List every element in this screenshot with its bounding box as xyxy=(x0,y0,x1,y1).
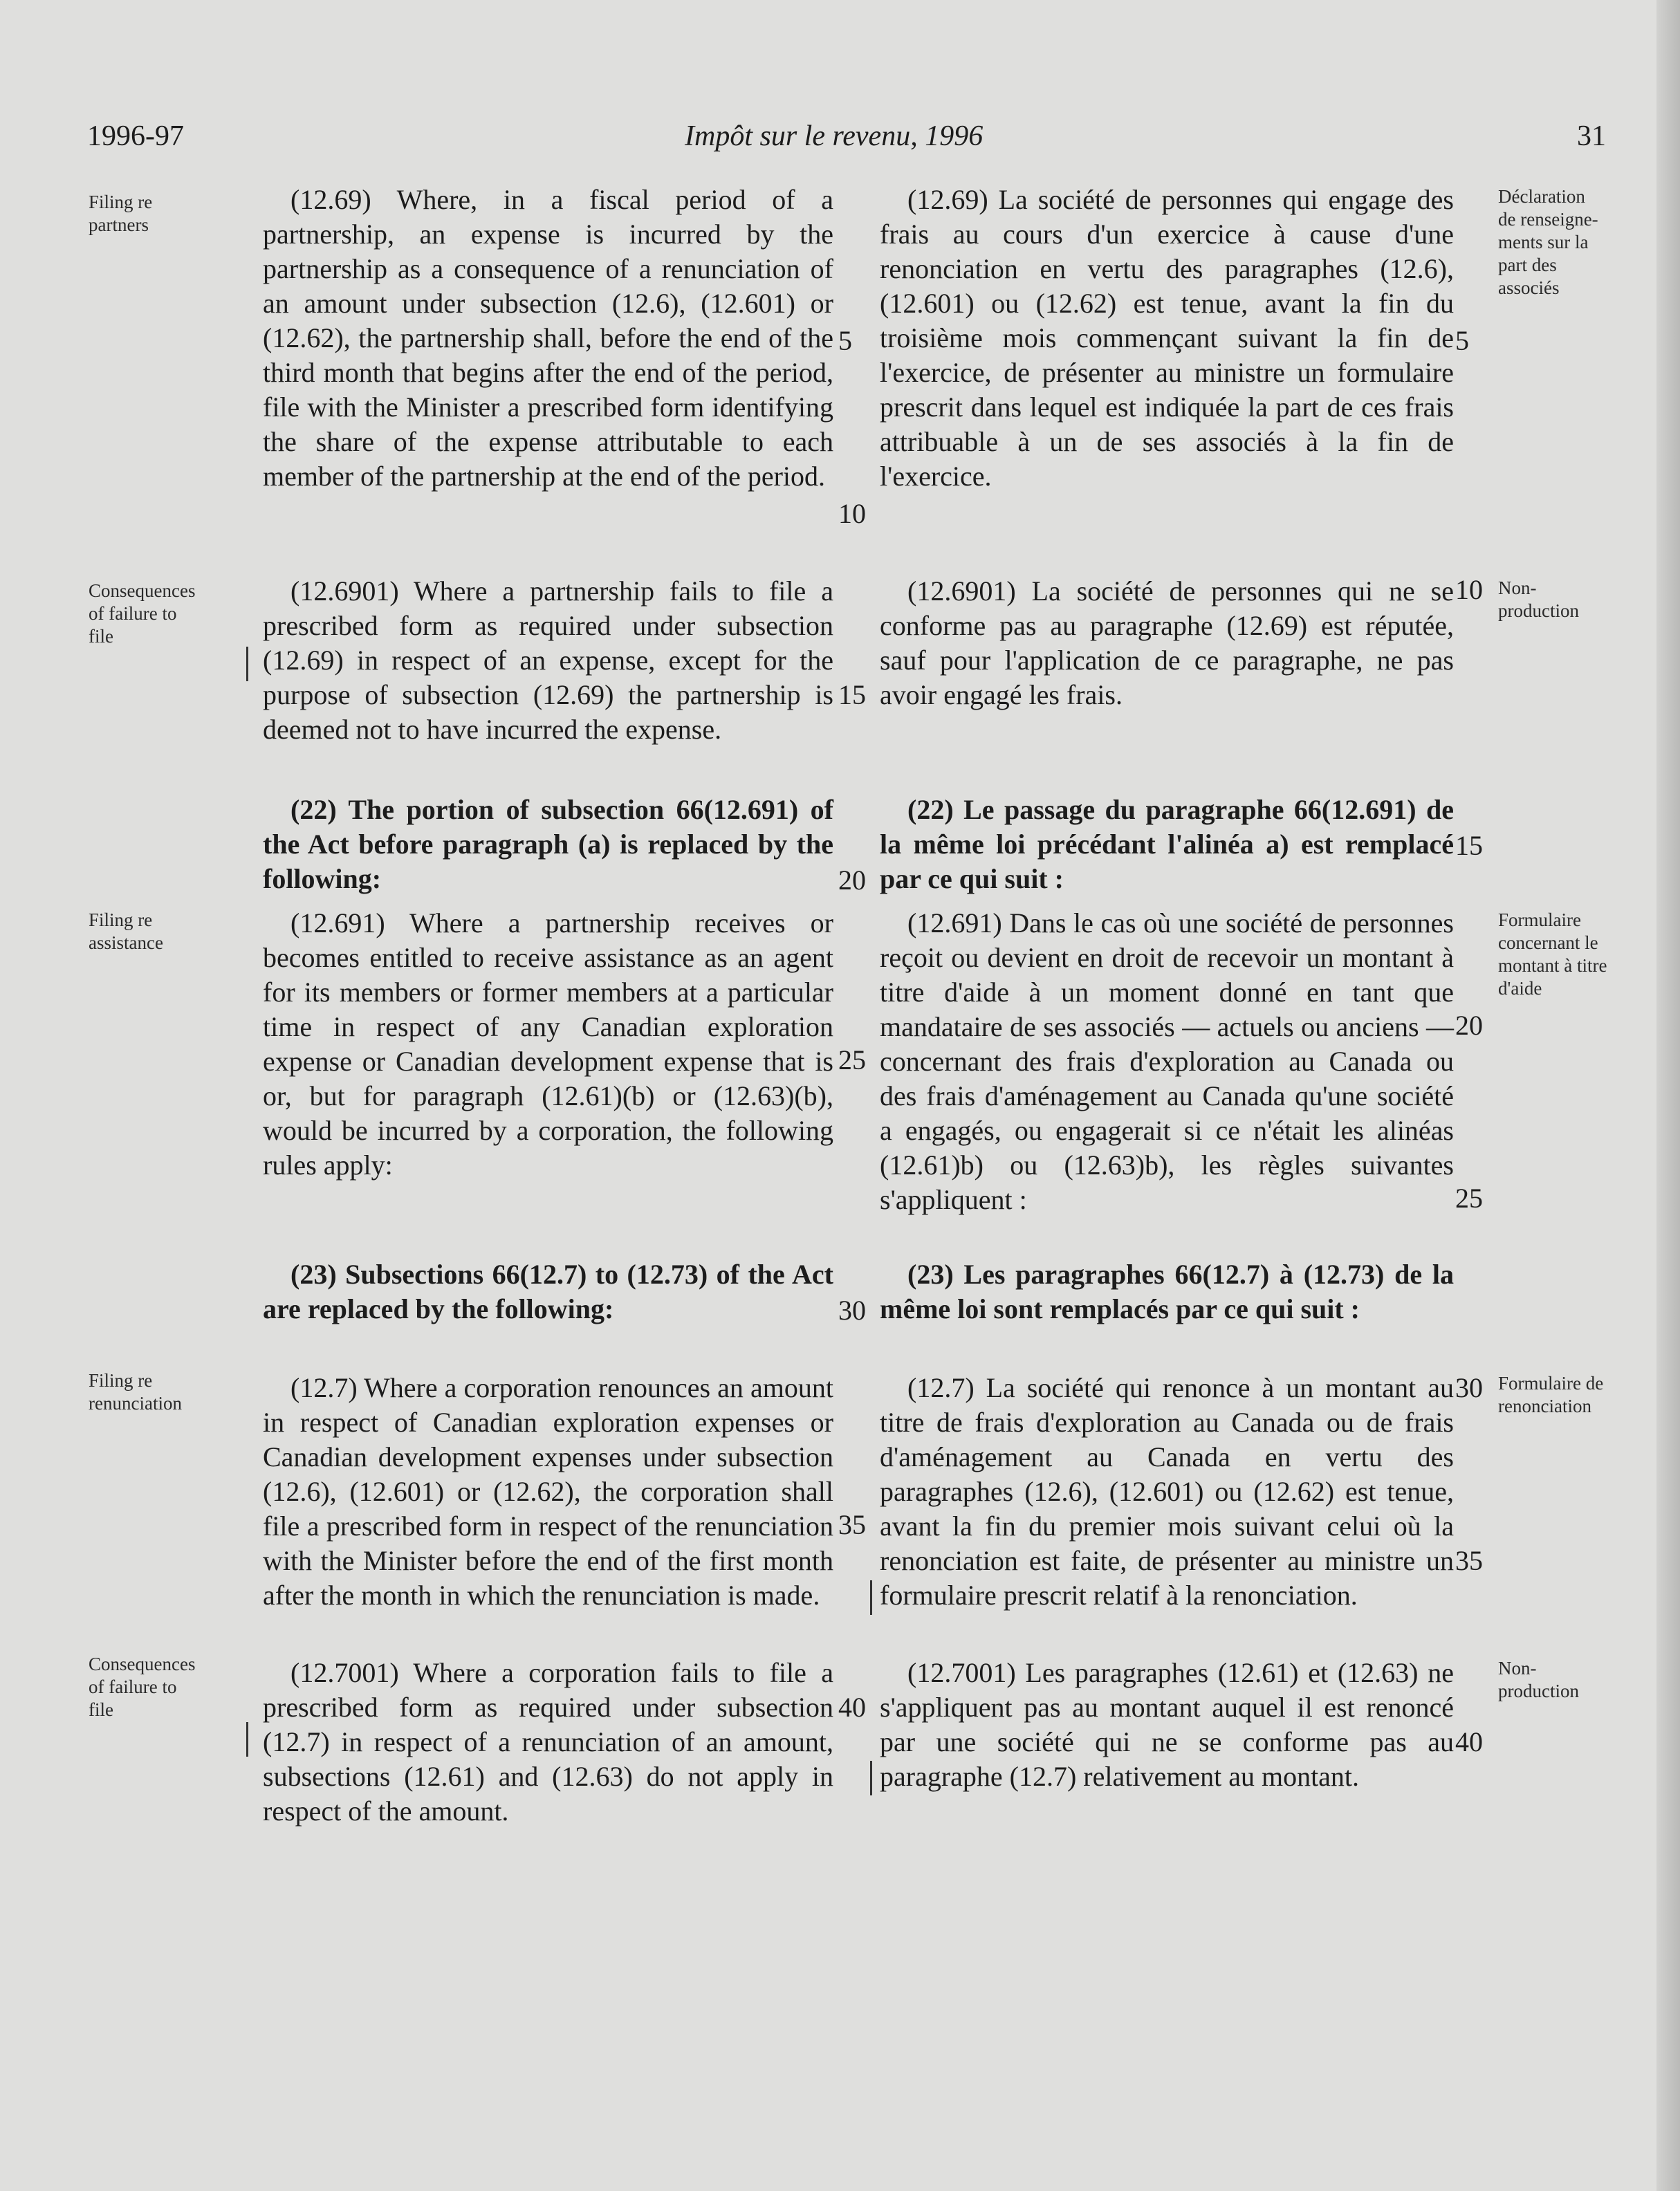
english-block-12-691 xyxy=(263,906,833,1183)
left-note-filing-assistance: Filing re assistance xyxy=(89,909,163,953)
revision-bar xyxy=(870,1761,872,1795)
right-note-non-production-1: Non-production xyxy=(1498,577,1579,621)
line-number-en: 5 xyxy=(838,325,852,356)
line-number-fr: 5 xyxy=(1455,325,1469,356)
right-note-declaration: Déclaration de renseigne-ments sur la part des associés xyxy=(1498,186,1598,298)
english-para-12-6901: (12.6901) Where a partnership fails to file a prescribed form as required under subsection (12.69) in respect of an expense, except for the purpose of subsection (12.69) the partnership is deemed not to have incurred the expense. xyxy=(263,575,833,745)
left-note-filing-renunciation: Filing re renunciation xyxy=(89,1370,182,1414)
french-block-12-69 xyxy=(880,183,1454,494)
english-block-22 xyxy=(263,793,833,896)
english-block-23 xyxy=(263,1257,833,1326)
line-number-fr: 35 xyxy=(1455,1545,1483,1576)
revision-bar xyxy=(870,1580,872,1615)
french-para-12-7001: (12.7001) Les paragraphes (12.61) et (12.63) ne s'appliquent pas au montant auquel il est renoncé par une société qui ne se conforme pas au paragraphe (12.7) relativement au montant. xyxy=(880,1657,1454,1792)
french-para-12-6901: (12.6901) La société de personnes qui ne se conforme pas au paragraphe (12.69) est réputée, sauf pour l'application de ce paragraphe, ne pas avoir engagé les frais. xyxy=(880,575,1454,710)
french-para-12-7: (12.7) La société qui renonce à un montant au titre de frais d'exploration au Canada ou de frais d'aménagement au Canada en vertu des paragraphes (12.6), (12.601) ou (12.62) est tenue, avant la fin du premier mois suivant celui où la renonciation est faite, de présenter au ministre un formulaire prescrit relatif à la renonciation. xyxy=(880,1372,1454,1611)
french-para-12-69: (12.69) La société de personnes qui engage des frais au cours d'un exercice à cause d'une renonciation en vertu des paragraphes (12.6), (12.601) ou (12.62) est tenue, avant la fin du troisième mois commençant suivant la fin de l'exercice, de présenter au ministre un formulaire prescrit dans lequel est indiquée la part de ces frais attribuable à un de ses associés à la fin de l'exercice. xyxy=(880,184,1454,492)
revision-bar xyxy=(246,1722,248,1757)
english-para-12-7: (12.7) Where a corporation renounces an amount in respect of Canadian exploration expenses or Canadian development expenses under subsection (12.6), (12.601) or (12.62), the corporation shall file a prescribed form in respect of the renunciation with the Minister before the end of the first month after the month in which the renunciation is made. xyxy=(263,1372,833,1611)
right-note-formulaire-renonciation: Formulaire de renonciation xyxy=(1498,1373,1604,1416)
line-number-en: 15 xyxy=(838,679,866,710)
right-note-formulaire-aide: Formulaire concernant le montant à titre d'aide xyxy=(1498,909,1607,999)
english-para-12-7001: (12.7001) Where a corporation fails to file a prescribed form as required under subsection (12.7) in respect of a renunciation of an amount, subsections (12.61) and (12.63) do not apply in respect of the amount. xyxy=(263,1657,833,1827)
french-para-12-691: (12.691) Dans le cas où une société de personnes reçoit ou devient en droit de recevoir un montant à titre d'aide à un moment donné en tant que mandataire de ses associés — actuels ou anciens — concernant des frais d'exploration au Canada ou des frais d'aménagement au Canada qu'une société a engagés, ou engagerait si ce n'était les alinéas (12.61)b) ou (12.63)b), les règles suivantes s'appliquent : xyxy=(880,907,1454,1215)
french-block-12-6901 xyxy=(880,574,1454,712)
english-heading-22: (22) The portion of subsection 66(12.691) of the Act before paragraph (a) is replaced by the following: xyxy=(263,794,833,894)
header-title: Impôt sur le revenu, 1996 xyxy=(685,120,984,152)
english-block-12-7001 xyxy=(263,1656,833,1829)
line-number-en: 25 xyxy=(838,1044,866,1075)
french-block-12-7001 xyxy=(880,1656,1454,1794)
header-session: 1996-97 xyxy=(87,120,184,152)
line-number-fr: 40 xyxy=(1455,1726,1483,1757)
french-block-22 xyxy=(880,793,1454,896)
line-number-fr: 20 xyxy=(1455,1010,1483,1041)
english-para-12-691: (12.691) Where a partnership receives or becomes entitled to receive assistance as an agent for its members or former members at a particular time in respect of any Canadian exploration expense or Canadian development expense that is or, but for paragraph (12.61)(b) or (12.63)(b), would be incurred by a corporation, the following rules apply: xyxy=(263,907,833,1181)
left-note-consequences-1: Consequences of failure to file xyxy=(89,580,196,647)
left-note-filing-partners: Filing re partners xyxy=(89,192,153,235)
french-block-12-7 xyxy=(880,1371,1454,1613)
right-note-non-production-2: Non-production xyxy=(1498,1658,1579,1701)
line-number-en: 20 xyxy=(838,865,866,896)
left-note-consequences-2: Consequences of failure to file xyxy=(89,1654,196,1720)
english-block-12-7 xyxy=(263,1371,833,1613)
line-number-fr: 25 xyxy=(1455,1183,1483,1214)
french-block-12-691 xyxy=(880,906,1454,1217)
page-edge-shadow xyxy=(1656,0,1680,2191)
english-block-12-69 xyxy=(263,183,833,494)
line-number-en: 35 xyxy=(838,1509,866,1540)
line-number-en: 40 xyxy=(838,1692,866,1723)
french-heading-22: (22) Le passage du paragraphe 66(12.691) de la même loi précédant l'alinéa a) est remplacé par ce qui suit : xyxy=(880,794,1454,894)
page-number: 31 xyxy=(1577,120,1606,152)
english-heading-23: (23) Subsections 66(12.7) to (12.73) of the Act are replaced by the following: xyxy=(263,1259,833,1324)
english-para-12-69: (12.69) Where, in a fiscal period of a partnership, an expense is incurred by the partnership as a consequence of a renunciation of an amount under subsection (12.6), (12.601) or (12.62), the partnership shall, before the end of the third month that begins after the end of the period, file with the Minister a prescribed form identifying the share of the expense attributable to each member of the partnership at the end of the period. xyxy=(263,184,833,492)
line-number-fr: 30 xyxy=(1455,1372,1483,1403)
line-number-en: 10 xyxy=(838,498,866,529)
english-block-12-6901 xyxy=(263,574,833,747)
line-number-en: 30 xyxy=(838,1295,866,1326)
french-heading-23: (23) Les paragraphes 66(12.7) à (12.73) de la même loi sont remplacés par ce qui suit : xyxy=(880,1259,1454,1324)
line-number-fr: 10 xyxy=(1455,574,1483,605)
line-number-fr: 15 xyxy=(1455,830,1483,861)
revision-bar xyxy=(246,647,248,681)
french-block-23 xyxy=(880,1257,1454,1326)
